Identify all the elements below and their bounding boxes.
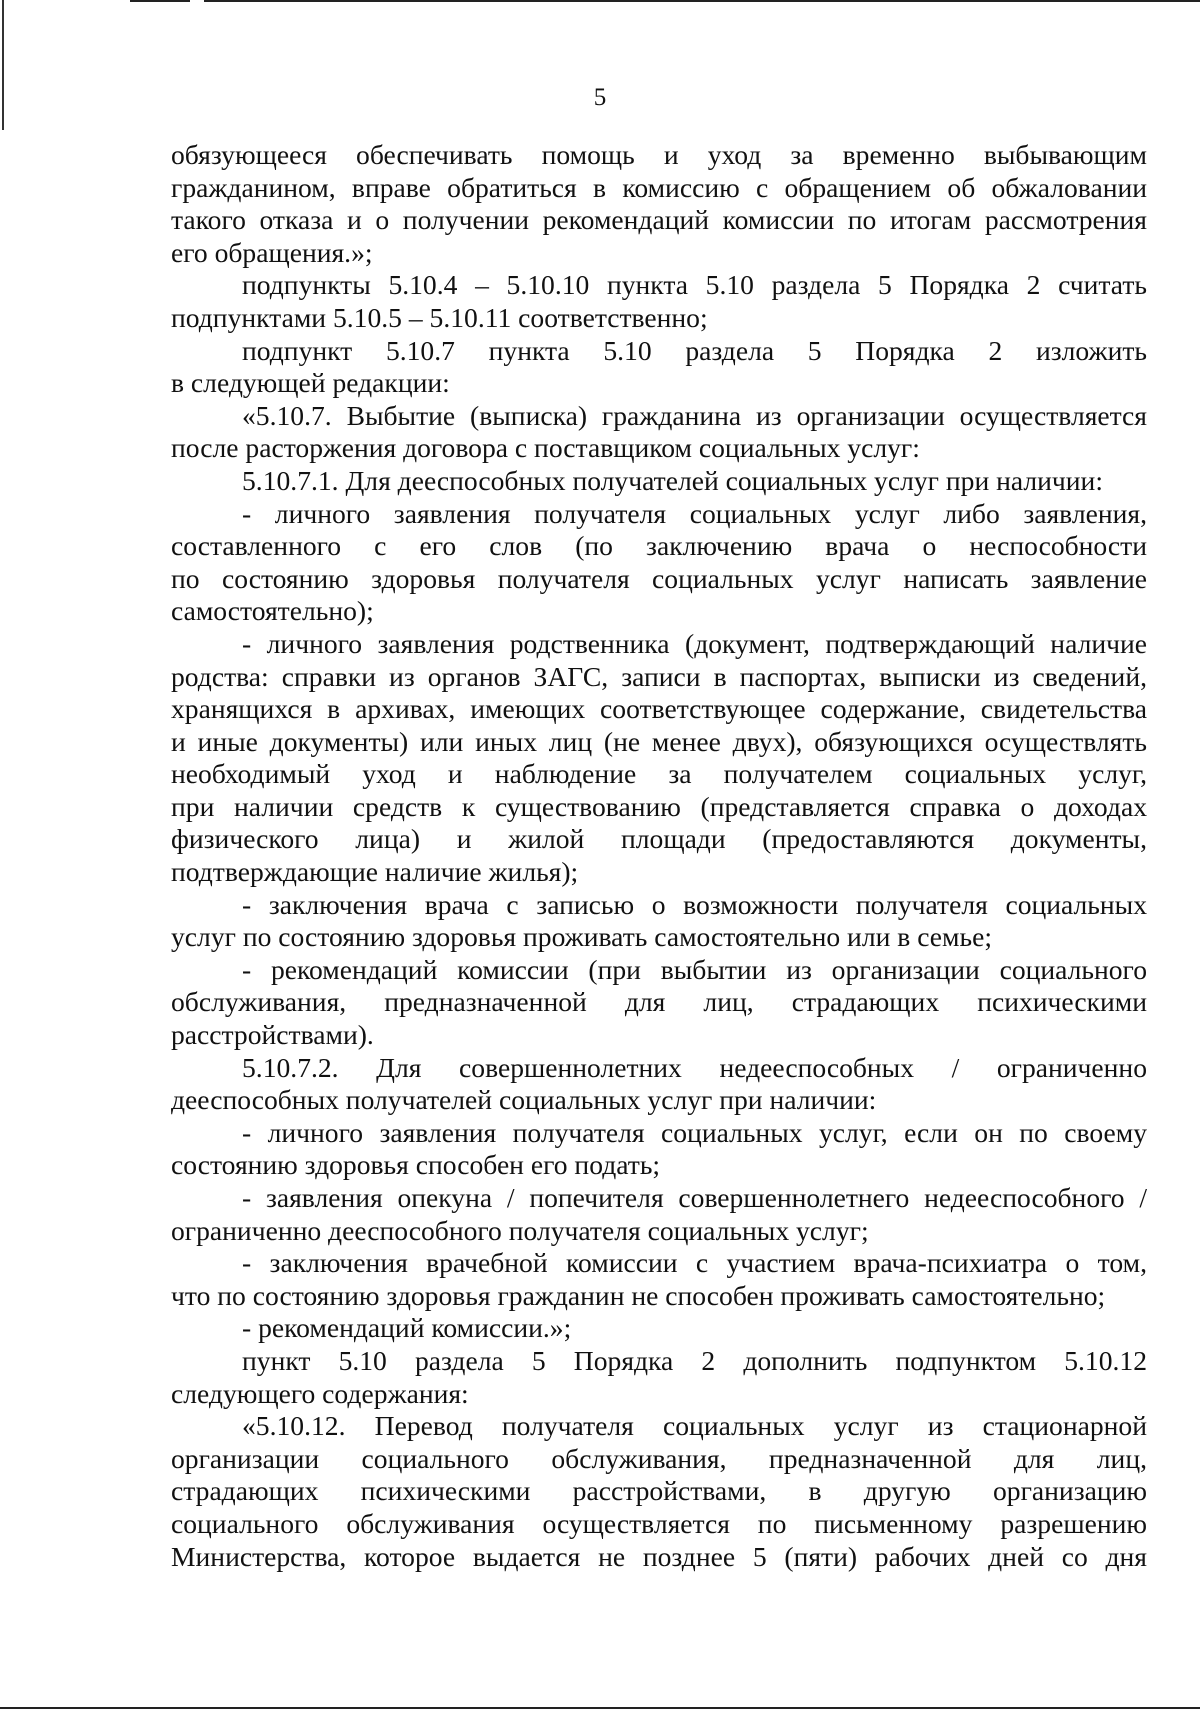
text-line: необходимый уход и наблюдение за получателем социальных услуг, [171, 758, 1147, 790]
text-line: ограниченно дееспособного получателя социальных услуг; [171, 1214, 869, 1246]
text-line: «5.10.7. Выбытие (выписка) гражданина из организации осуществляется [242, 399, 1147, 431]
list-item-doctor-conclusion [171, 889, 1147, 954]
text-line: «5.10.12. Перевод получателя социальных услуг из стационарной [242, 1410, 1147, 1442]
text-line: физического лица) и жилой площади (предоставляются документы, [171, 823, 1147, 855]
text-line: - личного заявления получателя социальных услуг, если он по своему [242, 1116, 1147, 1148]
list-item-commission-recommendations [171, 954, 1147, 1052]
paragraph-5-10-7 [171, 400, 1147, 465]
text-line: родства: справки из органов ЗАГС, записи в паспортах, выписки из сведений, [171, 660, 1147, 692]
text-line: такого отказа и о получении рекомендаций комиссии по итогам рассмотрения [171, 204, 1147, 236]
text-line: следующего содержания: [171, 1377, 469, 1409]
text-line: гражданином, вправе обратиться в комиссию с обращением об обжаловании [171, 171, 1147, 203]
text-line: услуг по состоянию здоровья проживать самостоятельно или в семье; [171, 921, 992, 953]
text-line: состоянию здоровья способен его подать; [171, 1149, 661, 1181]
text-line: при наличии средств к существованию (представляется справка о доходах [171, 790, 1147, 822]
text-line: по состоянию здоровья получателя социальных услуг написать заявление [171, 562, 1147, 594]
paragraph-renumbering [171, 269, 1147, 334]
text-line: - личного заявления получателя социальных услуг либо заявления, [242, 497, 1147, 529]
list-item-commission-final [171, 1312, 1147, 1345]
text-line: - заключения врачебной комиссии с участием врача-психиатра о том, [242, 1247, 1147, 1279]
paragraph-continuation [171, 139, 1147, 269]
text-line: Министерства, которое выдается не позднее 5 (пяти) рабочих дней со дня [171, 1540, 1147, 1572]
text-line: - рекомендаций комиссии (при выбытии из организации социального [242, 953, 1147, 985]
text-line: подтверждающие наличие жилья); [171, 856, 579, 888]
list-item-relative-application [171, 628, 1147, 889]
text-line: обслуживания, предназначенной для лиц, страдающих психическими [171, 986, 1147, 1018]
text-line: страдающих психическими расстройствами, в другую организацию [171, 1475, 1147, 1507]
text-line: и иные документы) или иных лиц (не менее двух), обязующихся осуществлять [171, 725, 1147, 757]
text-line: организации социального обслуживания, предназначенной для лиц, [171, 1442, 1147, 1474]
text-line: - заявления опекуна / попечителя совершеннолетнего недееспособного / [242, 1182, 1147, 1213]
paragraph-5-10-7-2 [171, 1052, 1147, 1117]
list-item-personal-application [171, 498, 1147, 628]
text-line: расстройствами). [171, 1019, 374, 1051]
text-line: подпунктами 5.10.5 – 5.10.11 соответственно; [171, 301, 708, 333]
list-item-guardian-application [171, 1182, 1147, 1247]
text-line: его обращения.»; [171, 236, 373, 268]
list-item-medical-commission [171, 1247, 1147, 1312]
text-line: - рекомендаций комиссии.»; [242, 1312, 572, 1344]
text-line: в следующей редакции: [171, 367, 450, 399]
text-line: что по состоянию здоровья гражданин не способен проживать самостоятельно; [171, 1279, 1106, 1311]
paragraph-supplement [171, 1345, 1147, 1410]
document-body [171, 139, 1147, 1573]
text-line: 5.10.7.2. Для совершеннолетних недееспособных / ограниченно [242, 1051, 1147, 1083]
text-line: социального обслуживания осуществляется по письменному разрешению [171, 1507, 1147, 1539]
scan-top-edge [130, 0, 1200, 2]
scan-top-edge-gap [190, 0, 204, 3]
text-line: составленного с его слов (по заключению врача о неспособности [171, 530, 1147, 562]
text-line: подпункт 5.10.7 пункта 5.10 раздела 5 Порядка 2 изложить [242, 334, 1147, 366]
text-line: 5.10.7.1. Для дееспособных получателей социальных услуг при наличии: [242, 464, 1103, 496]
page-number: 5 [593, 84, 607, 111]
text-line: - заключения врача с записью о возможности получателя социальных [242, 888, 1147, 920]
text-line: пункт 5.10 раздела 5 Порядка 2 дополнить подпунктом 5.10.12 [242, 1344, 1147, 1376]
paragraph-new-wording [171, 335, 1147, 400]
paragraph-5-10-12 [171, 1410, 1147, 1573]
text-line: самостоятельно); [171, 595, 374, 627]
text-line: дееспособных получателей социальных услуг при наличии: [171, 1084, 877, 1116]
list-item-recipient-application [171, 1117, 1147, 1182]
text-line: после расторжения договора с поставщиком социальных услуг: [171, 432, 920, 464]
text-line: хранящихся в архивах, имеющих соответствующее содержание, свидетельства [171, 693, 1147, 725]
paragraph-5-10-7-1 [171, 465, 1147, 498]
text-line: обязующееся обеспечивать помощь и уход за временно выбывающим [171, 139, 1147, 170]
text-line: - личного заявления родственника (документ, подтверждающий наличие [242, 627, 1147, 659]
text-line: подпункты 5.10.4 – 5.10.10 пункта 5.10 раздела 5 Порядка 2 считать [242, 269, 1147, 301]
